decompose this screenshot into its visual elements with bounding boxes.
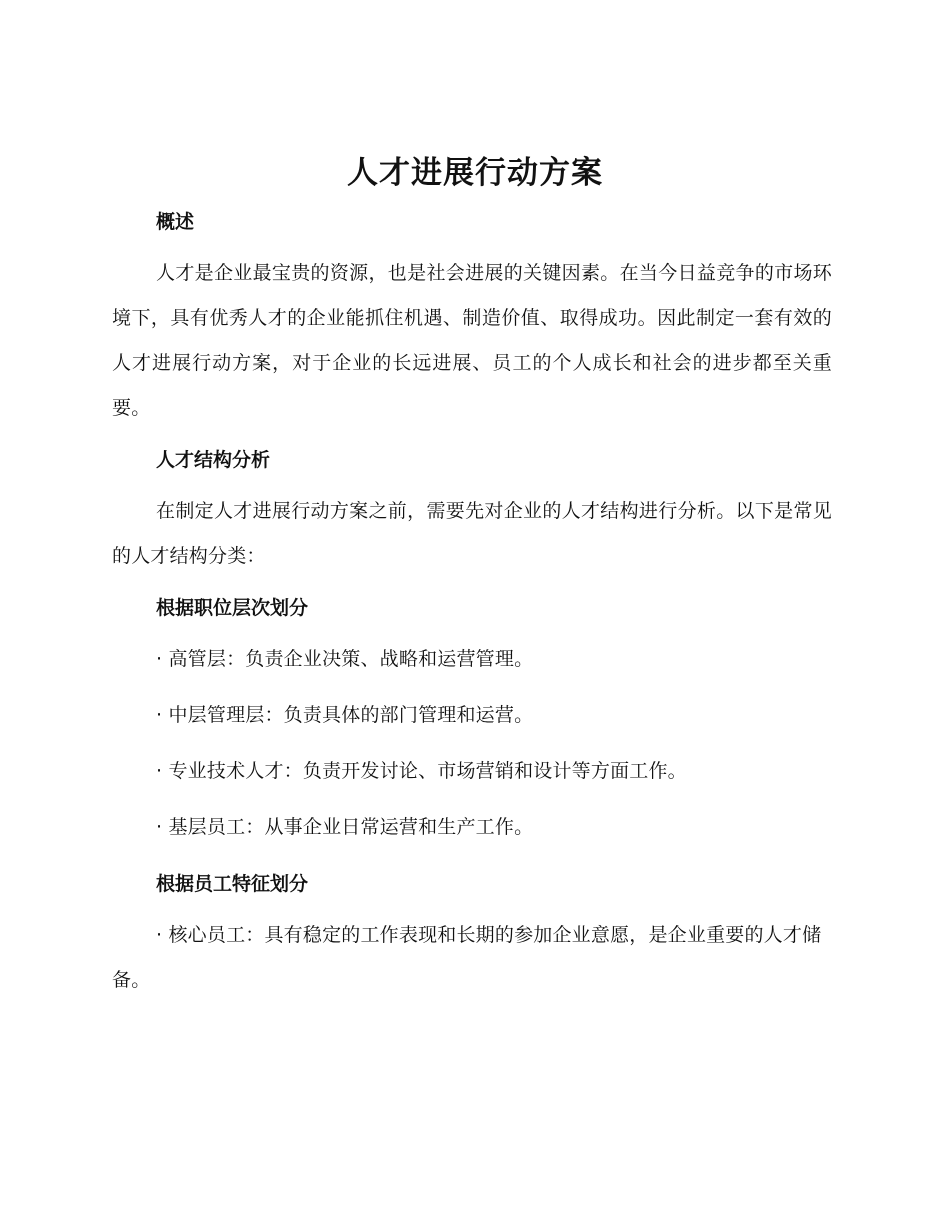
list-item: · 核心员工：具有稳定的工作表现和长期的参加企业意愿，是企业重要的人才储备。 <box>112 924 822 991</box>
section-heading-by-trait: 根据员工特征划分 <box>156 873 309 895</box>
overview-paragraph: 人才是企业最宝贵的资源，也是社会进展的关键因素。在当今日益竞争的市场环境下，具有优秀人才的企业能抓住机遇、制造价值、取得成功。因此制定一套有效的人才进展行动方案，对于企业的长远进展、员工的个人成长和社会的进步都至关重要。 <box>112 262 832 419</box>
section-heading-structure: 人才结构分析 <box>156 449 271 471</box>
structure-paragraph: 在制定人才进展行动方案之前，需要先对企业的人才结构进行分析。以下是常见的人才结构分类： <box>112 500 832 567</box>
section-heading-overview: 概述 <box>156 211 195 233</box>
document-title: 人才进展行动方案 <box>347 155 603 191</box>
list-item: · 中层管理层：负责具体的部门管理和运营。 <box>156 704 534 726</box>
list-item: · 专业技术人才：负责开发讨论、市场营销和设计等方面工作。 <box>156 760 687 782</box>
list-item: · 高管层：负责企业决策、战略和运营管理。 <box>156 648 534 670</box>
list-item: · 基层员工：从事企业日常运营和生产工作。 <box>156 816 534 838</box>
document-body <box>112 199 832 1003</box>
section-heading-by-level: 根据职位层次划分 <box>156 597 309 619</box>
